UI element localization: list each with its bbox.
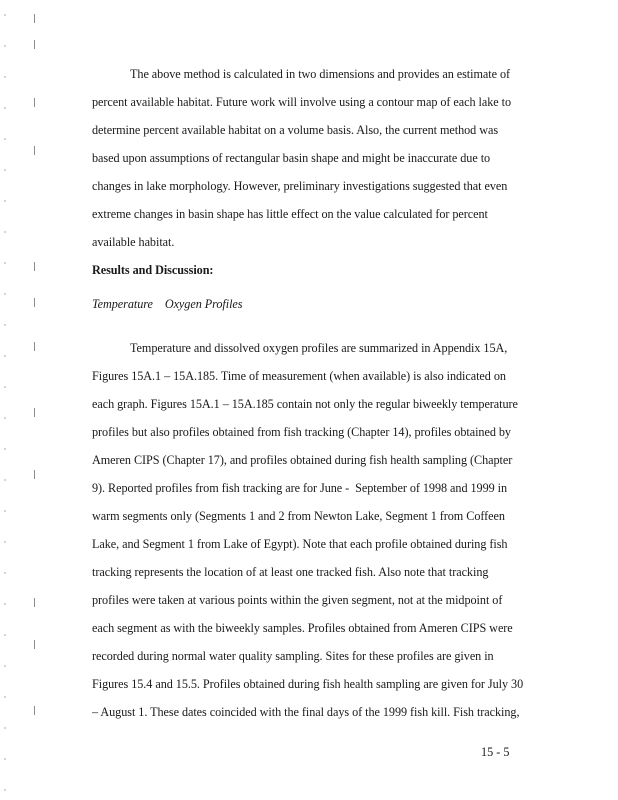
paragraph-2-line: Temperature and dissolved oxygen profiles are summarized in Appendix 15A, (130, 341, 508, 355)
paragraph-2-line: each graph. Figures 15A.1 – 15A.185 contain not only the regular biweekly temperature (92, 397, 518, 411)
paragraph-1-line: The above method is calculated in two dimensions and provides an estimate of (130, 67, 511, 81)
paragraph-1-line: extreme changes in basin shape has little effect on the value calculated for percent (92, 207, 488, 221)
paragraph-1-line: based upon assumptions of rectangular basin shape and might be inaccurate due to (92, 151, 491, 165)
scan-tick-marks (34, 0, 36, 800)
paragraph-2-line: Figures 15A.1 – 15A.185. Time of measurement (when available) is also indicated on (92, 369, 506, 383)
paragraph-1-line: percent available habitat. Future work will involve using a contour map of each lake to (92, 95, 512, 109)
paragraph-1-line: determine percent available habitat on a volume basis. Also, the current method was (92, 123, 499, 137)
paragraph-1-line: changes in lake morphology. However, preliminary investigations suggested that even (92, 179, 508, 193)
paragraph-2-line: Ameren CIPS (Chapter 17), and profiles obtained during fish health sampling (Chapter (92, 453, 513, 467)
paragraph-2-line: 9). Reported profiles from fish tracking are for June - September of 1998 and 1999 in (92, 481, 508, 495)
paragraph-1-line: available habitat. (92, 235, 175, 249)
paragraph-2-line: each segment as with the biweekly samples. Profiles obtained from Ameren CIPS were (92, 621, 513, 635)
section-heading: Results and Discussion: (92, 263, 214, 277)
page-number: 15 - 5 (481, 745, 510, 759)
paragraph-2-line: warm segments only (Segments 1 and 2 from Newton Lake, Segment 1 from Coffeen (92, 509, 505, 523)
paragraph-2-line: Figures 15.4 and 15.5. Profiles obtained during fish health sampling are given for July 30 (92, 677, 524, 691)
paragraph-2-line: tracking represents the location of at least one tracked fish. Also note that tracking (92, 565, 489, 579)
subsection-heading: Temperature Oxygen Profiles (92, 297, 243, 311)
scan-edge-marks (4, 0, 6, 800)
paragraph-2-line: profiles but also profiles obtained from fish tracking (Chapter 14), profiles obtained by (92, 425, 511, 439)
paragraph-2-line: Lake, and Segment 1 from Lake of Egypt). Note that each profile obtained during fish (92, 537, 508, 551)
paragraph-2-line: recorded during normal water quality sampling. Sites for these profiles are given in (92, 649, 494, 663)
paragraph-2-line: profiles were taken at various points within the given segment, not at the midpoint of (92, 593, 503, 607)
paragraph-2-line: – August 1. These dates coincided with the final days of the 1999 fish kill. Fish tracking, (92, 705, 520, 719)
